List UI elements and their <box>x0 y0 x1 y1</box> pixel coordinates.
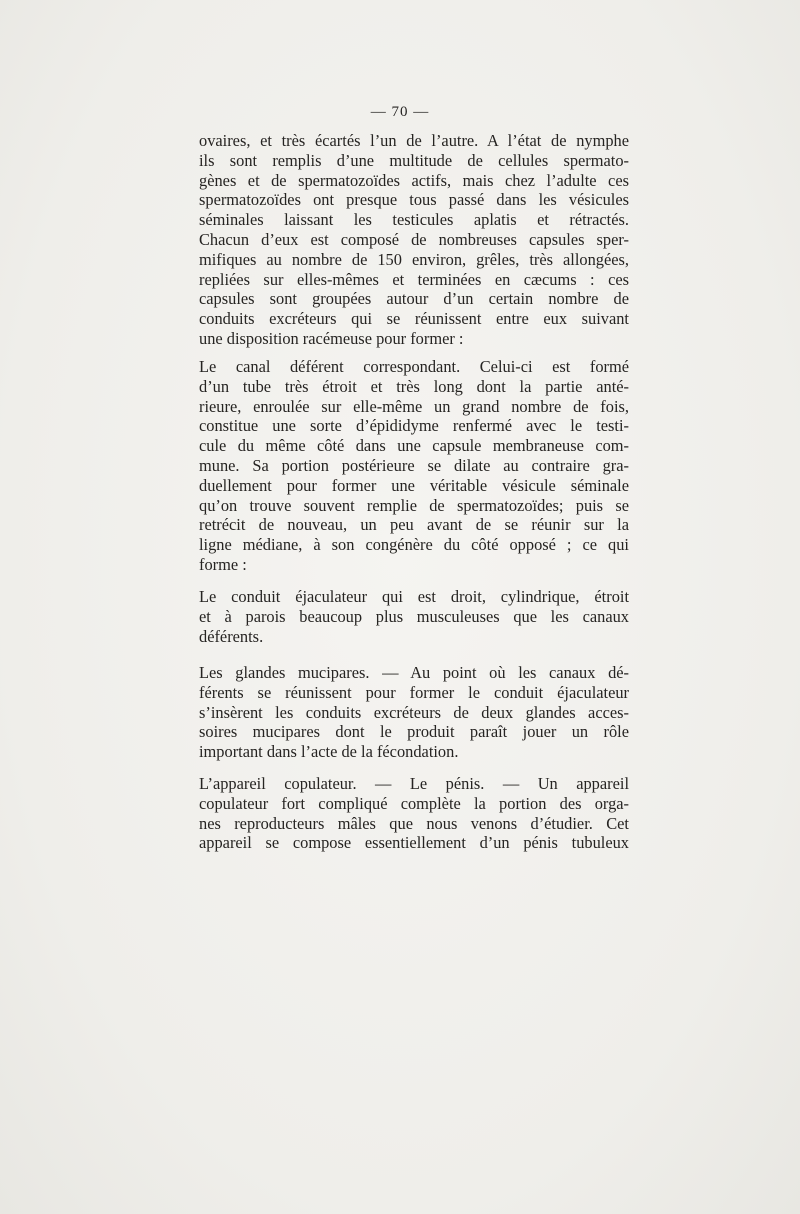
text-line: Le canal déférent correspondant. Celui-ci est formé <box>199 357 629 376</box>
text-line: copulateur fort compliqué complète la portion des orga- <box>199 793 629 813</box>
text-line: séminales laissant les testicules aplatis et rétractés. <box>199 210 629 230</box>
text-line: Le conduit éjaculateur qui est droit, cylindrique, étroit <box>199 587 629 606</box>
paragraph-appareil-copulateur <box>199 774 629 853</box>
text-line: et à parois beaucoup plus musculeuses que les canaux <box>199 606 629 626</box>
text-line: forme : <box>199 554 247 574</box>
text-line: soires mucipares dont le produit paraît jouer un rôle <box>199 722 629 742</box>
page-number: — 70 — <box>370 104 430 120</box>
text-line: ovaires, et très écartés l’un de l’autre. A l’état de nymphe <box>199 131 629 150</box>
paragraph-ovaires <box>199 131 629 349</box>
text-line: conduits excréteurs qui se réunissent entre eux suivant <box>199 309 629 329</box>
text-line: appareil se compose essentiellement d’un pénis tubuleux <box>199 833 629 853</box>
text-line: Les glandes mucipares. — Au point où les canaux dé- <box>199 663 629 682</box>
text-line: cule du même côté dans une capsule membraneuse com- <box>199 436 629 456</box>
text-line: mune. Sa portion postérieure se dilate au contraire gra- <box>199 455 629 475</box>
text-line: nes reproducteurs mâles que nous venons d’étudier. Cet <box>199 813 629 833</box>
text-line: spermatozoïdes ont presque tous passé dans les vésicules <box>199 190 629 210</box>
text-line: s’insèrent les conduits excréteurs de deux glandes acces- <box>199 702 629 722</box>
paragraph-canal-deferent <box>199 357 629 575</box>
text-line: férents se réunissent pour former le conduit éjaculateur <box>199 682 629 702</box>
text-line: L’appareil copulateur. — Le pénis. — Un appareil <box>199 774 629 793</box>
text-line: constitue une sorte d’épididyme renfermé avec le testi- <box>199 416 629 436</box>
text-line: important dans l’acte de la fécondation. <box>199 742 459 762</box>
text-line: retrécit de nouveau, un peu avant de se réunir sur la <box>199 515 629 535</box>
text-line: une disposition racémeuse pour former : <box>199 328 464 348</box>
text-line: duellement pour former une véritable vésicule séminale <box>199 475 629 495</box>
text-line: rieure, enroulée sur elle-même un grand nombre de fois, <box>199 396 629 416</box>
text-line: capsules sont groupées autour d’un certain nombre de <box>199 289 629 309</box>
text-line: qu’on trouve souvent remplie de spermatozoïdes; puis se <box>199 495 629 515</box>
text-line: d’un tube très étroit et très long dont la partie anté- <box>199 376 629 396</box>
text-line: repliées sur elles-mêmes et terminées en cæcums : ces <box>199 269 629 289</box>
text-line: ligne médiane, à son congénère du côté opposé ; ce qui <box>199 535 629 555</box>
text-line: mifiques au nombre de 150 environ, grêles, très allongées, <box>199 249 629 269</box>
paragraph-glandes-mucipares <box>199 663 629 762</box>
text-line: déférents. <box>199 626 264 646</box>
paragraph-conduit-ejaculateur <box>199 587 629 646</box>
text-line: gènes et de spermatozoïdes actifs, mais chez l’adulte ces <box>199 170 629 190</box>
text-line: Chacun d’eux est composé de nombreuses capsules sper- <box>199 229 629 249</box>
text-line: ils sont remplis d’une multitude de cellules spermato- <box>199 150 629 170</box>
